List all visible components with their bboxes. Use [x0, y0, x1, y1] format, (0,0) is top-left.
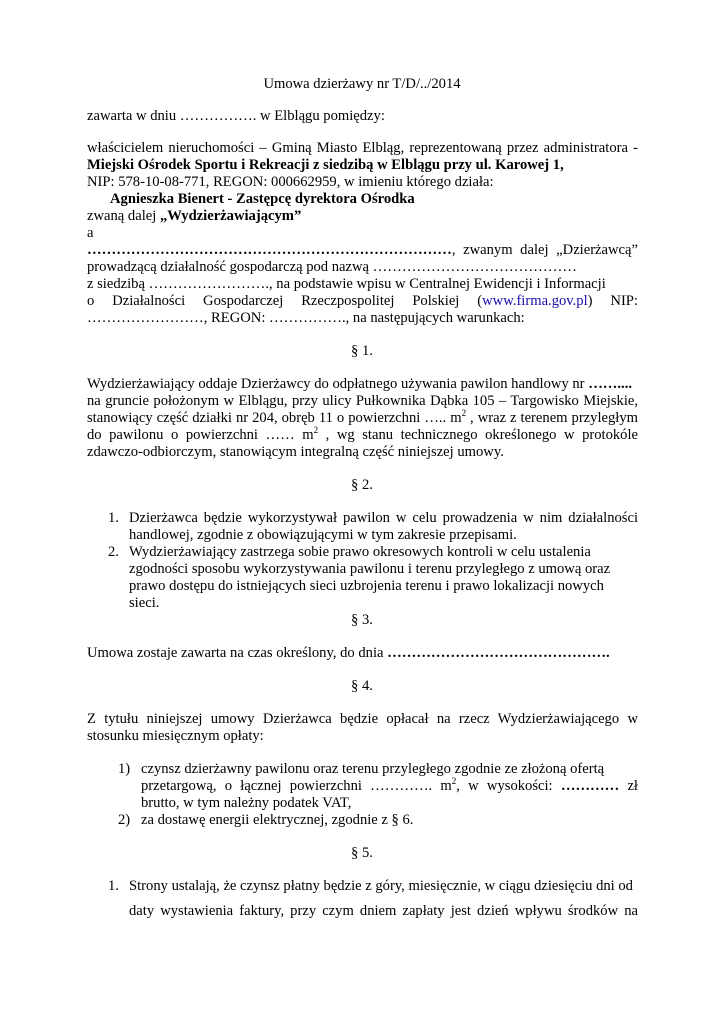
- tenant-ceidg-nip: ) NIP:: [587, 293, 638, 309]
- rent-amount: …………: [560, 778, 620, 794]
- section-4-item-1-line-3: brutto, w tym należny podatek VAT,: [141, 795, 352, 811]
- lessor-called-name: „Wydzierżawiającym”: [159, 208, 302, 224]
- section-4-item-1-line-2: [141, 778, 638, 795]
- section-4-item-1-line-1: czynsz dzierżawny pawilonu oraz terenu przyległego zgodnie ze złożoną ofertą: [141, 761, 605, 777]
- section-1-line-3-a: stanowiący część działki nr 204, obręb 11 o powierzchni ….. m: [87, 410, 462, 426]
- lessor-called-prefix: zwaną dalej: [87, 208, 160, 224]
- section-5-item-1-line-1: Strony ustalają, że czynsz płatny będzie z góry, miesięcznie, w ciągu dziesięciu dni od: [129, 878, 633, 894]
- concluded-line: zawarta w dniu ……………. w Elblągu pomiędzy:: [87, 108, 385, 124]
- owner-line-1: właścicielem nieruchomości – Gminą Miasto Elbląg, reprezentowaną przez administratora -: [87, 140, 638, 156]
- currency: zł: [619, 778, 638, 794]
- document-title: Umowa dzierżawy nr T/D/../2014: [263, 76, 461, 92]
- owner-line-3: NIP: 578-10-08-771, REGON: 000662959, w imieniu którego działa:: [87, 174, 494, 190]
- section-1-heading: § 1.: [351, 343, 373, 359]
- area-unit-sup: 2: [451, 776, 457, 787]
- section-4-heading: § 4.: [351, 678, 373, 694]
- section-1-line-4: [87, 427, 638, 444]
- section-1-line-3-b: , wraz z terenem przyległym: [466, 410, 638, 426]
- area-unit-sup: 2: [461, 408, 467, 419]
- tenant-ids-line: ……………………, REGON: ……………., na następujących warunkach:: [87, 310, 525, 326]
- section-4-item-2-line-1: za dostawę energii elektrycznej, zgodnie z § 6.: [141, 812, 414, 828]
- section-2-item-1-line-2: handlowej, zgodnie z obowiązującymi w tym zakresie przepisami.: [129, 527, 517, 543]
- ceidg-link[interactable]: www.firma.gov.pl: [482, 293, 588, 309]
- tenant-ceidg-text: o Działalności Gospodarczej Rzeczpospolitej Polskiej (: [87, 293, 483, 309]
- section-2-item-2-line-1: Wydzierżawiający zastrzega sobie prawo okresowych kontroli w celu ustalenia: [129, 544, 591, 560]
- area-unit-sup: 2: [313, 425, 319, 436]
- tenant-called: , zwanym dalej „Dzierżawcą”: [451, 242, 638, 258]
- and-line: a: [87, 225, 94, 241]
- section-2-item-2-number: 2.: [108, 544, 119, 560]
- tenant-dots: …………………………………………………………………: [87, 242, 452, 258]
- section-1-line-5: zdawczo-odbiorczym, stanowiącym integralną część niniejszej umowy.: [87, 444, 504, 460]
- section-2-item-2-line-2: zgodności sposobu wykorzystywania pawilonu i terenu przyległego z umową oraz: [129, 561, 611, 577]
- section-1-line-1: [87, 376, 632, 393]
- tenant-ceidg-line: [87, 293, 638, 310]
- section-2-item-1-line-1: Dzierżawca będzie wykorzystywał pawilon w celu prowadzenia w nim działalności: [129, 510, 638, 526]
- section-4-item-1-number: 1): [118, 761, 131, 777]
- section-1-line-4-a: do pawilonu o powierzchni …… m: [87, 427, 314, 443]
- lessor-called-line: [87, 208, 301, 225]
- section-1-line-3: [87, 410, 638, 427]
- section-2-heading: § 2.: [351, 477, 373, 493]
- tenant-seat-line: z siedzibą ……………………., na podstawie wpisu w Centralnej Ewidencji i Informacji: [87, 276, 606, 292]
- section-1-line-2: na gruncie położonym w Elblągu, przy ulicy Pułkownika Dąbka 105 – Targowisko Miejskie,: [87, 393, 638, 409]
- section-4-item-2-number: 2): [118, 812, 131, 828]
- section-5-heading: § 5.: [351, 845, 373, 861]
- tenant-business-line: prowadzącą działalność gospodarczą pod nazwą ……………………………………: [87, 259, 577, 275]
- tenant-line: [87, 242, 638, 259]
- owner-line-2: Miejski Ośrodek Sportu i Rekreacji z siedzibą w Elblągu przy ul. Karowej 1,: [87, 157, 564, 173]
- section-3-heading: § 3.: [351, 612, 373, 628]
- section-1-line-1-text: Wydzierżawiający oddaje Dzierżawcy do odpłatnego używania pawilon handlowy nr: [87, 376, 589, 392]
- section-1-line-4-b: , wg stanu technicznego określonego w protokóle: [318, 427, 638, 443]
- section-3-text: Umowa zostaje zawarta na czas określony, do dnia: [87, 645, 388, 661]
- section-3-line-1: [87, 645, 610, 662]
- section-2-item-2-line-3: prawo dostępu do istniejących sieci uzbrojenia terenu i prawo lokalizacji nowych: [129, 578, 604, 594]
- representative-line: Agnieszka Bienert - Zastępcę dyrektora Ośrodka: [110, 191, 415, 207]
- section-2-item-2-line-4: sieci.: [129, 595, 160, 611]
- section-4-item-1-area: przetargową, o łącznej powierzchni …………. m: [141, 778, 452, 794]
- section-5-item-1-number: 1.: [108, 878, 119, 894]
- section-4-item-1-amount-label: , w wysokości:: [456, 778, 561, 794]
- section-4-line-2: stosunku miesięcznym opłaty:: [87, 728, 264, 744]
- contract-end-date: ……………………………………….: [387, 645, 610, 661]
- section-4-line-1: Z tytułu niniejszej umowy Dzierżawca będzie opłacał na rzecz Wydzierżawiającego w: [87, 711, 638, 727]
- section-5-item-1-line-2: daty wystawienia faktury, przy czym dniem zapłaty jest dzień wpływu środków na: [129, 903, 638, 919]
- section-2-item-1-number: 1.: [108, 510, 119, 526]
- pavilion-number: ……....: [588, 376, 632, 392]
